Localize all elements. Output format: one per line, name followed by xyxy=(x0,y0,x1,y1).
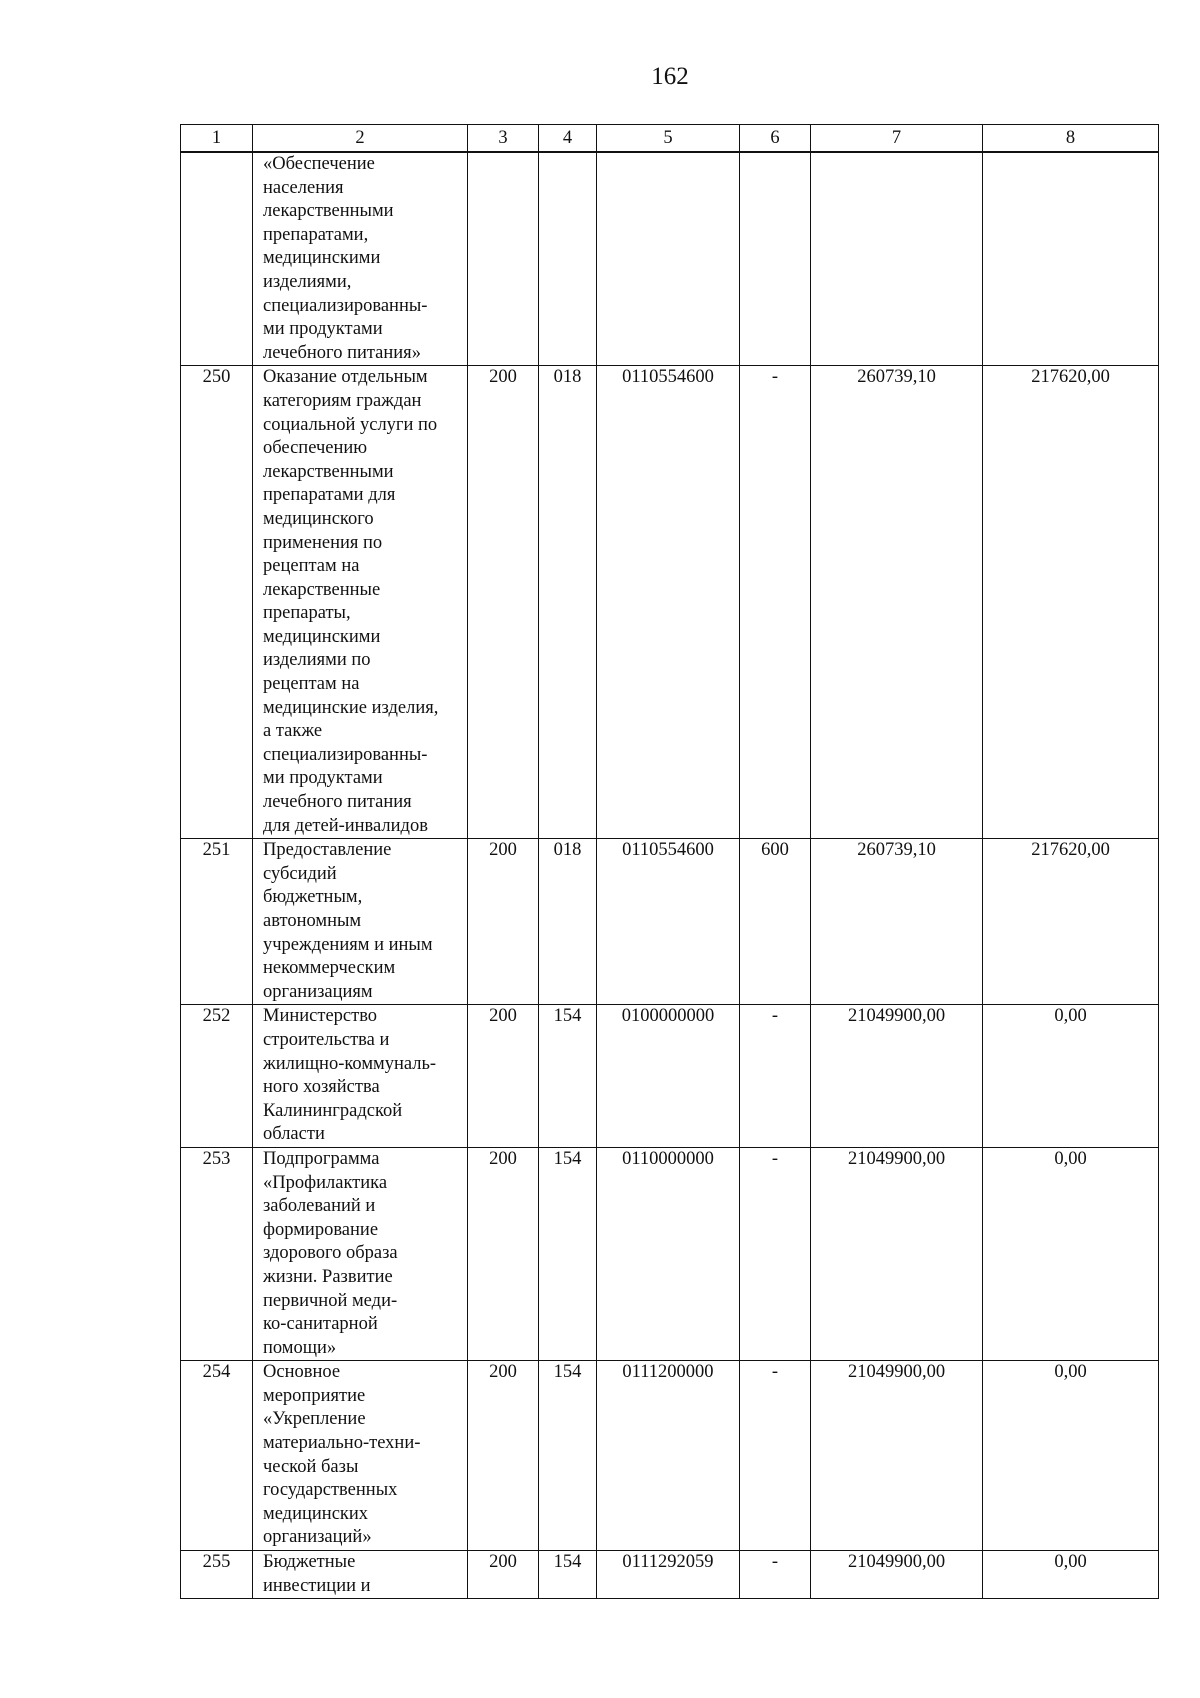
name-line: организациям xyxy=(263,981,373,1002)
name-line: Оказание отдельным xyxy=(263,367,428,388)
col5-value: 0111200000 xyxy=(597,1361,740,1551)
col7-value: 21049900,00 xyxy=(811,1005,983,1148)
name-line: строительства и xyxy=(263,1029,390,1050)
row-name xyxy=(253,1005,468,1148)
col8-value: 217620,00 xyxy=(983,366,1159,839)
name-line: препаратами для xyxy=(263,485,396,506)
col4-value: 018 xyxy=(539,366,597,839)
name-line: жизни. Развитие xyxy=(263,1266,393,1287)
name-line: субсидий xyxy=(263,863,337,884)
name-line: категориям граждан xyxy=(263,390,422,411)
table-row xyxy=(181,1005,1159,1148)
table-row xyxy=(181,152,1159,366)
name-line: препараты, xyxy=(263,603,351,624)
col7-value: 21049900,00 xyxy=(811,1361,983,1551)
col5-value xyxy=(597,152,740,366)
name-line: жилищно-коммуналь- xyxy=(263,1053,437,1074)
name-line: населения xyxy=(263,177,344,198)
col8-value: 217620,00 xyxy=(983,839,1159,1005)
name-line: Министерство xyxy=(263,1006,378,1027)
name-line: Калининградской xyxy=(263,1100,403,1121)
budget-table xyxy=(180,124,1159,1599)
name-line: изделиями по xyxy=(263,650,371,671)
name-line: ко-санитарной xyxy=(263,1314,378,1335)
row-number xyxy=(181,152,253,366)
name-line: медицинскими xyxy=(263,626,381,647)
name-line: медицинского xyxy=(263,508,374,529)
col6-value: 600 xyxy=(740,839,811,1005)
col3-value: 200 xyxy=(468,839,539,1005)
col3-value: 200 xyxy=(468,366,539,839)
col4-value: 018 xyxy=(539,839,597,1005)
col6-value: - xyxy=(740,1551,811,1599)
name-line: лечебного питания» xyxy=(263,342,421,363)
row-name xyxy=(253,1147,468,1360)
name-line: заболеваний и xyxy=(263,1196,376,1217)
col7-value: 21049900,00 xyxy=(811,1551,983,1599)
name-line: «Профилактика xyxy=(263,1172,388,1193)
name-line: ми продуктами xyxy=(263,768,383,789)
column-header: 1 xyxy=(181,125,253,153)
name-line: специализированны- xyxy=(263,295,428,316)
col4-value: 154 xyxy=(539,1005,597,1148)
name-line: а также xyxy=(263,721,323,742)
table-row xyxy=(181,1551,1159,1599)
col5-value: 0100000000 xyxy=(597,1005,740,1148)
name-line: лекарственными xyxy=(263,201,394,222)
column-header: 6 xyxy=(740,125,811,153)
name-line: здорового образа xyxy=(263,1243,398,1264)
table-row xyxy=(181,366,1159,839)
name-line: Предоставление xyxy=(263,840,392,861)
col8-value: 0,00 xyxy=(983,1361,1159,1551)
column-header: 5 xyxy=(597,125,740,153)
name-line: специализированны- xyxy=(263,744,428,765)
col8-value: 0,00 xyxy=(983,1147,1159,1360)
table-header xyxy=(181,125,1159,153)
col7-value: 21049900,00 xyxy=(811,1147,983,1360)
column-header: 8 xyxy=(983,125,1159,153)
name-line: помощи» xyxy=(263,1337,337,1358)
name-line: социальной услуги по xyxy=(263,414,438,435)
name-line: бюджетным, xyxy=(263,887,363,908)
name-line: лечебного питания xyxy=(263,792,412,813)
row-number: 250 xyxy=(181,366,253,839)
col3-value xyxy=(468,152,539,366)
col4-value: 154 xyxy=(539,1551,597,1599)
col4-value xyxy=(539,152,597,366)
col6-value: - xyxy=(740,1147,811,1360)
name-line: ми продуктами xyxy=(263,319,383,340)
row-number: 251 xyxy=(181,839,253,1005)
row-name xyxy=(253,152,468,366)
col6-value: - xyxy=(740,1005,811,1148)
col3-value: 200 xyxy=(468,1361,539,1551)
name-line: препаратами, xyxy=(263,224,369,245)
row-number: 254 xyxy=(181,1361,253,1551)
row-name xyxy=(253,839,468,1005)
name-line: области xyxy=(263,1124,325,1145)
name-line: некоммерческим xyxy=(263,958,396,979)
name-line: применения по xyxy=(263,532,383,553)
col8-value: 0,00 xyxy=(983,1005,1159,1148)
name-line: автономным xyxy=(263,911,362,931)
col4-value: 154 xyxy=(539,1361,597,1551)
page-number: 162 xyxy=(651,63,689,90)
name-line: «Обеспечение xyxy=(263,154,375,174)
name-line: лекарственными xyxy=(263,461,394,482)
row-number: 252 xyxy=(181,1005,253,1148)
col5-value: 0110554600 xyxy=(597,366,740,839)
row-name xyxy=(253,366,468,839)
col3-value: 200 xyxy=(468,1147,539,1360)
name-line: обеспечению xyxy=(263,438,368,459)
name-line: медицинских xyxy=(263,1503,369,1524)
column-header: 7 xyxy=(811,125,983,153)
col3-value: 200 xyxy=(468,1005,539,1148)
name-line: инвестиции и xyxy=(263,1575,371,1596)
column-header: 2 xyxy=(253,125,468,153)
col6-value: - xyxy=(740,1361,811,1551)
col5-value: 0111292059 xyxy=(597,1551,740,1599)
name-line: первичной меди- xyxy=(263,1290,398,1311)
col7-value xyxy=(811,152,983,366)
table-row xyxy=(181,1147,1159,1360)
table-row xyxy=(181,1361,1159,1551)
name-line: организаций» xyxy=(263,1527,372,1548)
row-name xyxy=(253,1361,468,1551)
name-line: рецептам на xyxy=(263,556,360,577)
name-line: государственных xyxy=(263,1480,398,1501)
col4-value: 154 xyxy=(539,1147,597,1360)
col6-value: - xyxy=(740,366,811,839)
name-line: медицинские изделия, xyxy=(263,697,439,718)
col5-value: 0110000000 xyxy=(597,1147,740,1360)
header-row xyxy=(181,125,1159,153)
name-line: формирование xyxy=(263,1219,379,1240)
name-line: ческой базы xyxy=(263,1456,359,1477)
name-line: «Укрепление xyxy=(263,1409,366,1430)
name-line: ного хозяйства xyxy=(263,1077,380,1098)
table-row xyxy=(181,839,1159,1005)
column-header: 4 xyxy=(539,125,597,153)
table-body xyxy=(181,152,1159,1599)
name-line: материально-техни- xyxy=(263,1433,421,1454)
row-name xyxy=(253,1551,468,1599)
col7-value: 260739,10 xyxy=(811,839,983,1005)
col7-value: 260739,10 xyxy=(811,366,983,839)
col3-value: 200 xyxy=(468,1551,539,1599)
row-number: 253 xyxy=(181,1147,253,1360)
name-line: учреждениям и иным xyxy=(263,934,433,955)
name-line: Основное xyxy=(263,1362,341,1383)
name-line: рецептам на xyxy=(263,674,360,695)
name-line: изделиями, xyxy=(263,271,352,292)
name-line: Бюджетные xyxy=(263,1552,356,1573)
row-number: 255 xyxy=(181,1551,253,1599)
name-line: мероприятие xyxy=(263,1385,366,1406)
name-line: лекарственные xyxy=(263,579,381,600)
name-line: Подпрограмма xyxy=(263,1148,380,1169)
column-header: 3 xyxy=(468,125,539,153)
col5-value: 0110554600 xyxy=(597,839,740,1005)
name-line: для детей-инвалидов xyxy=(263,815,428,836)
name-line: медицинскими xyxy=(263,248,381,269)
col6-value xyxy=(740,152,811,366)
col8-value xyxy=(983,152,1159,366)
col8-value: 0,00 xyxy=(983,1551,1159,1599)
